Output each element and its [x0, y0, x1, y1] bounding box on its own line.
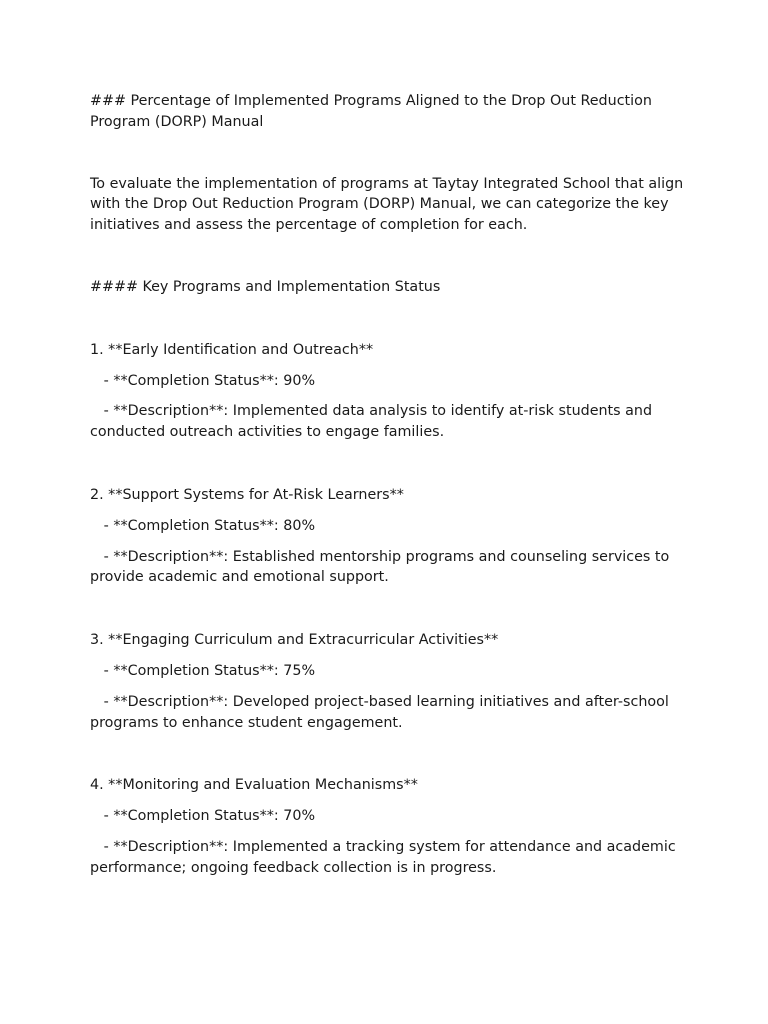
program-item [90, 485, 686, 588]
program-item [90, 630, 686, 733]
program-completion-status: - **Completion Status**: 80% [90, 517, 316, 534]
intro-paragraph: To evaluate the implementation of programs at Taytay Integrated School that align with the Drop Out Reduction Program (DORP) Manual, we can categorize the key initiatives and assess the percentage of completion for each. [90, 175, 688, 234]
program-title: 2. **Support Systems for At-Risk Learners** [90, 486, 404, 503]
section-subheading: #### Key Programs and Implementation Status [90, 278, 441, 295]
program-description: - **Description**: Developed project-based learning initiatives and after-school programs to enhance student engagement. [90, 693, 674, 731]
program-description: - **Description**: Established mentorship programs and counseling services to provide academic and emotional support. [90, 548, 674, 586]
program-title: 3. **Engaging Curriculum and Extracurricular Activities** [90, 632, 499, 649]
program-item [90, 775, 686, 878]
program-completion-status: - **Completion Status**: 75% [90, 662, 316, 679]
program-title: 1. **Early Identification and Outreach** [90, 341, 374, 358]
program-description: - **Description**: Implemented a tracking system for attendance and academic performance; ongoing feedback collection is in progress. [90, 838, 681, 876]
program-title: 4. **Monitoring and Evaluation Mechanisms** [90, 777, 418, 794]
document-page [90, 91, 686, 921]
program-completion-status: - **Completion Status**: 70% [90, 808, 316, 825]
program-item [90, 340, 686, 443]
document-heading: ### Percentage of Implemented Programs Aligned to the Drop Out Reduction Program (DORP) Manual [90, 93, 657, 130]
program-description: - **Description**: Implemented data analysis to identify at-risk students and conducted outreach activities to engage families. [90, 403, 657, 441]
program-completion-status: - **Completion Status**: 90% [90, 372, 316, 389]
